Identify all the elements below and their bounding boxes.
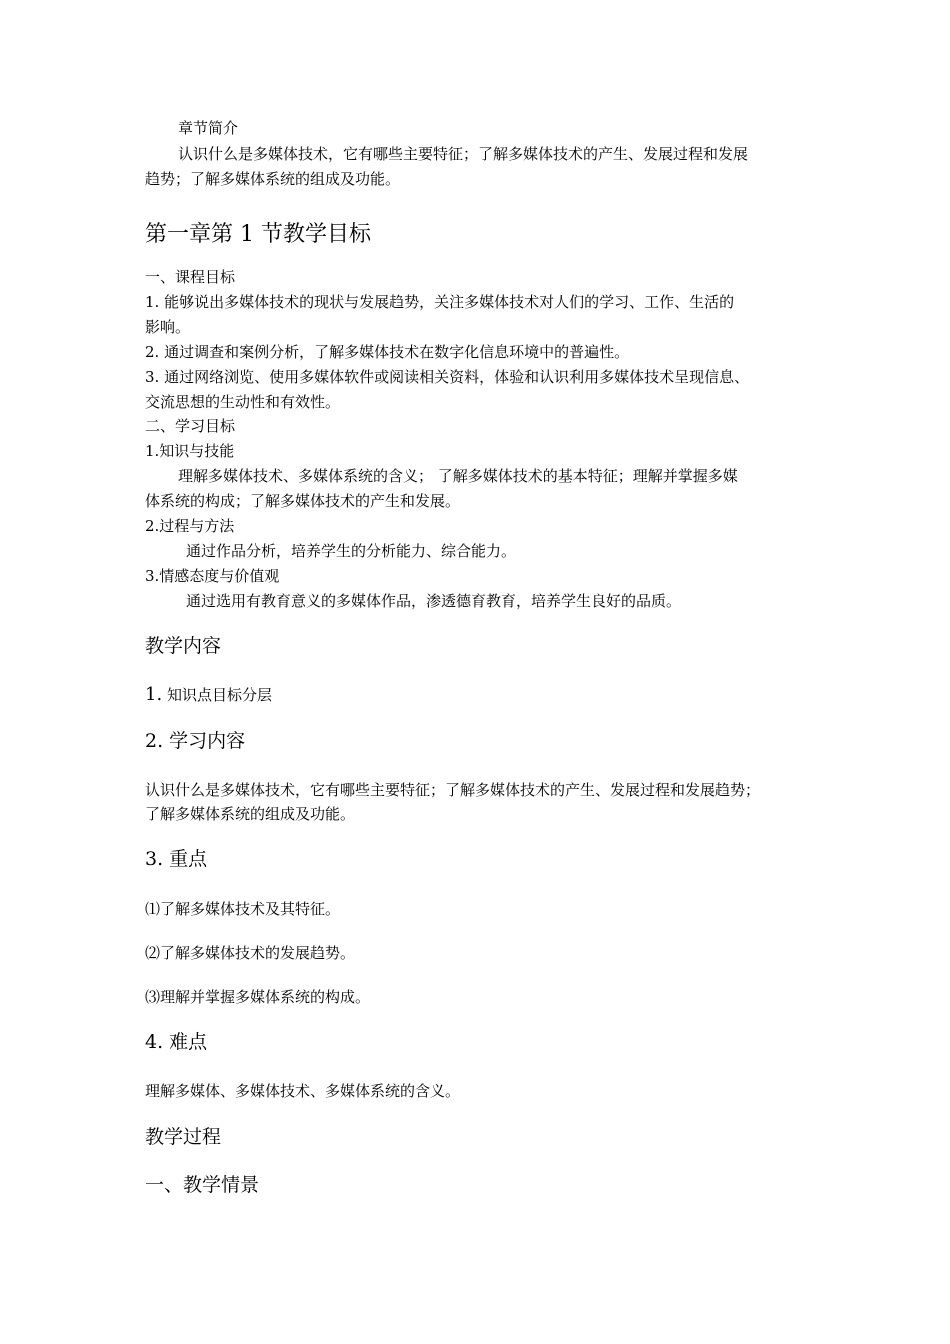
course-goal-2: 2. 通过调查和案例分析，了解多媒体技术在数字化信息环境中的普遍性。 xyxy=(145,343,630,361)
intro-heading: 章节简介 xyxy=(178,119,239,137)
course-goals-heading: 一、课程目标 xyxy=(145,268,236,286)
subsection-2-line-2: 了解多媒体系统的组成及功能。 xyxy=(145,805,356,823)
content-subsection-2: 2. 学习内容 xyxy=(145,730,246,752)
learning-goals-heading: 二、学习目标 xyxy=(145,417,236,435)
course-goal-3-line-2: 交流思想的生动性和有效性。 xyxy=(145,393,341,411)
process-method-heading: 2.过程与方法 xyxy=(145,517,235,535)
difficulty-line: 理解多媒体、多媒体技术、多媒体系统的含义。 xyxy=(145,1082,461,1100)
process-subheading: 一、教学情景 xyxy=(145,1174,260,1196)
key-point-2: ⑵了解多媒体技术的发展趋势。 xyxy=(145,944,356,962)
process-heading: 教学过程 xyxy=(145,1126,222,1148)
key-point-3: ⑶理解并掌握多媒体系统的构成。 xyxy=(145,988,371,1006)
intro-line-1: 认识什么是多媒体技术，它有哪些主要特征；了解多媒体技术的产生、发展过程和发展 xyxy=(178,145,749,163)
subsection-1-number: 1. xyxy=(145,684,163,705)
content-subsection-1 xyxy=(145,682,810,708)
course-goal-1-line-1: 1. 能够说出多媒体技术的现状与发展趋势，关注多媒体技术对人们的学习、工作、生活的 xyxy=(145,293,735,311)
process-method-line: 通过作品分析，培养学生的分析能力、综合能力。 xyxy=(186,542,517,560)
knowledge-skills-line-1: 理解多媒体技术、多媒体系统的含义； 了解多媒体技术的基本特征；理解并掌握多媒 xyxy=(178,467,738,485)
section-title: 第一章第 1 节教学目标 xyxy=(145,222,371,247)
subsection-2-line-1: 认识什么是多媒体技术，它有哪些主要特征；了解多媒体技术的产生、发展过程和发展趋势； xyxy=(145,781,761,799)
content-subsection-4: 4. 难点 xyxy=(145,1031,208,1053)
subsection-1-text: 知识点目标分层 xyxy=(166,686,272,704)
course-goal-3-line-1: 3. 通过网络浏览、使用多媒体软件或阅读相关资料，体验和认识利用多媒体技术呈现信息、 xyxy=(145,368,750,386)
content-heading: 教学内容 xyxy=(145,635,222,657)
course-goal-1-line-2: 影响。 xyxy=(145,318,191,336)
knowledge-skills-line-2: 体系统的构成；了解多媒体技术的产生和发展。 xyxy=(145,492,461,510)
emotion-values-heading: 3.情感态度与价值观 xyxy=(145,567,280,585)
key-point-1: ⑴了解多媒体技术及其特征。 xyxy=(145,900,341,918)
content-subsection-3: 3. 重点 xyxy=(145,848,208,870)
knowledge-skills-heading: 1.知识与技能 xyxy=(145,442,235,460)
intro-line-2: 趋势；了解多媒体系统的组成及功能。 xyxy=(145,170,401,188)
emotion-values-line: 通过选用有教育意义的多媒体作品，渗透德育教育，培养学生良好的品质。 xyxy=(186,592,682,610)
